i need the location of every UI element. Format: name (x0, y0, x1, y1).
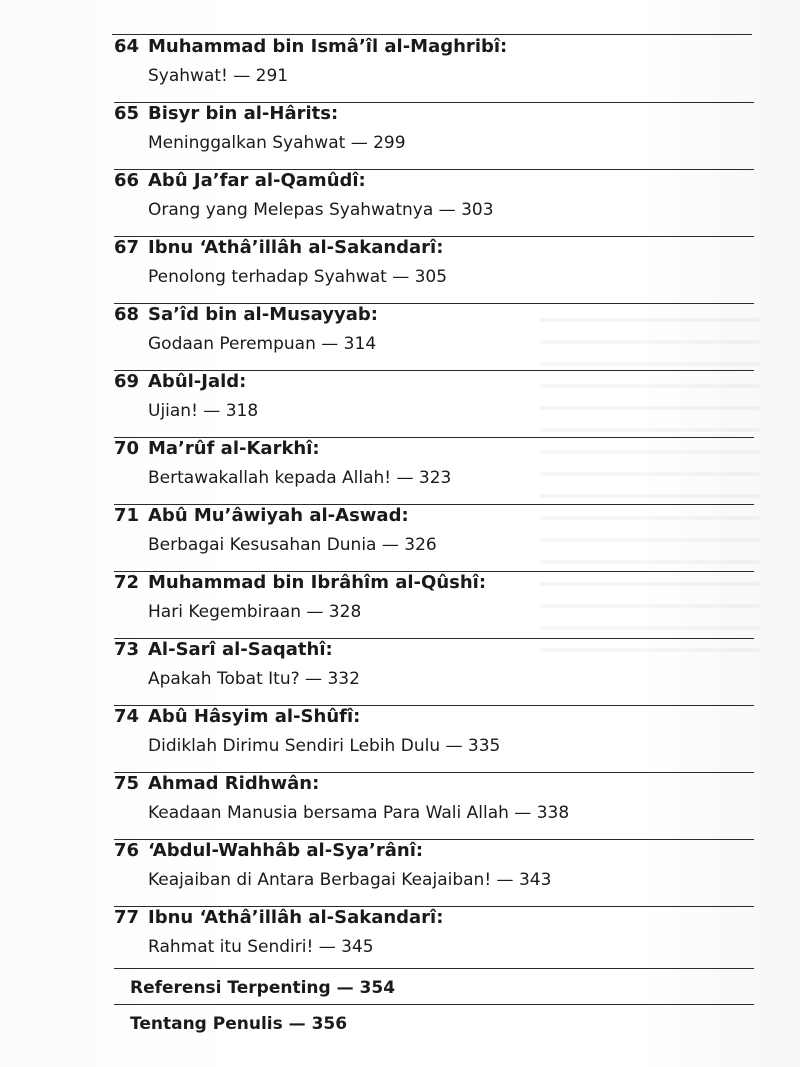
toc-entry-69 (114, 371, 754, 438)
chapter-person: Ibnu ‘Athâ’illâh al-Sakandarî: (148, 907, 444, 928)
chapter-number: 66 (114, 170, 140, 191)
chapter-title: Didiklah Dirimu Sendiri Lebih Dulu — 335 (148, 736, 501, 756)
toc-entry-75 (114, 773, 754, 840)
chapter-person: Abû Ja’far al-Qamûdî: (148, 170, 366, 191)
toc-entry-68 (114, 304, 754, 371)
chapter-title: Hari Kegembiraan — 328 (148, 602, 362, 622)
chapter-person: Sa’îd bin al-Musayyab: (148, 304, 378, 325)
toc-entry-67 (114, 237, 754, 304)
chapter-person: Ahmad Ridhwân: (148, 773, 320, 794)
toc-entry-66 (114, 170, 754, 237)
toc-entry-73 (114, 639, 754, 706)
chapter-number: 65 (114, 103, 140, 124)
chapter-person: Abûl-Jald: (148, 371, 247, 392)
chapter-number: 68 (114, 304, 140, 325)
chapter-title: Apakah Tobat Itu? — 332 (148, 669, 360, 689)
about-author-label: Tentang Penulis — 356 (130, 1014, 348, 1034)
toc-entry-65 (114, 103, 754, 170)
chapter-person: Al-Sarî al-Saqathî: (148, 639, 333, 660)
chapter-number: 70 (114, 438, 140, 459)
chapter-title: Keajaiban di Antara Berbagai Keajaiban! — 343 (148, 870, 552, 890)
chapter-title: Keadaan Manusia bersama Para Wali Allah — 338 (148, 803, 570, 823)
chapter-person: Ibnu ‘Athâ’illâh al-Sakandarî: (148, 237, 444, 258)
chapter-number: 76 (114, 840, 140, 861)
toc-entry-71 (114, 505, 754, 572)
chapter-title: Penolong terhadap Syahwat — 305 (148, 267, 448, 287)
references-label: Referensi Terpenting — 354 (130, 978, 396, 998)
top-rule (112, 34, 752, 35)
chapter-person: Abû Hâsyim al-Shûfî: (148, 706, 361, 727)
toc-references (114, 969, 754, 1005)
chapter-title: Rahmat itu Sendiri! — 345 (148, 937, 374, 957)
chapter-title: Syahwat! — 291 (148, 66, 289, 86)
chapter-title: Berbagai Kesusahan Dunia — 326 (148, 535, 437, 555)
chapter-title: Meninggalkan Syahwat — 299 (148, 133, 406, 153)
chapter-number: 71 (114, 505, 140, 526)
toc-entry-70 (114, 438, 754, 505)
toc-entry-76 (114, 840, 754, 907)
chapter-person: Muhammad bin Ibrâhîm al-Qûshî: (148, 572, 487, 593)
chapter-number: 64 (114, 36, 140, 57)
toc-about-author (114, 1005, 754, 1041)
chapter-person: Abû Mu’âwiyah al-Aswad: (148, 505, 409, 526)
chapter-person: Ma’rûf al-Karkhî: (148, 438, 320, 459)
chapter-number: 74 (114, 706, 140, 727)
chapter-person: Muhammad bin Ismâ’îl al-Maghribî: (148, 36, 508, 57)
toc-entry-72 (114, 572, 754, 639)
chapter-number: 67 (114, 237, 140, 258)
chapter-title: Godaan Perempuan — 314 (148, 334, 377, 354)
chapter-number: 77 (114, 907, 140, 928)
chapter-person: ‘Abdul-Wahhâb al-Sya’rânî: (148, 840, 424, 861)
chapter-person: Bisyr bin al-Hârits: (148, 103, 339, 124)
chapter-number: 72 (114, 572, 140, 593)
chapter-number: 75 (114, 773, 140, 794)
chapter-title: Orang yang Melepas Syahwatnya — 303 (148, 200, 494, 220)
toc-entry-64 (114, 36, 754, 103)
chapter-number: 69 (114, 371, 140, 392)
chapter-title: Bertawakallah kepada Allah! — 323 (148, 468, 452, 488)
table-of-contents (114, 36, 754, 1041)
chapter-title: Ujian! — 318 (148, 401, 259, 421)
chapter-number: 73 (114, 639, 140, 660)
toc-entry-77 (114, 907, 754, 969)
toc-entry-74 (114, 706, 754, 773)
